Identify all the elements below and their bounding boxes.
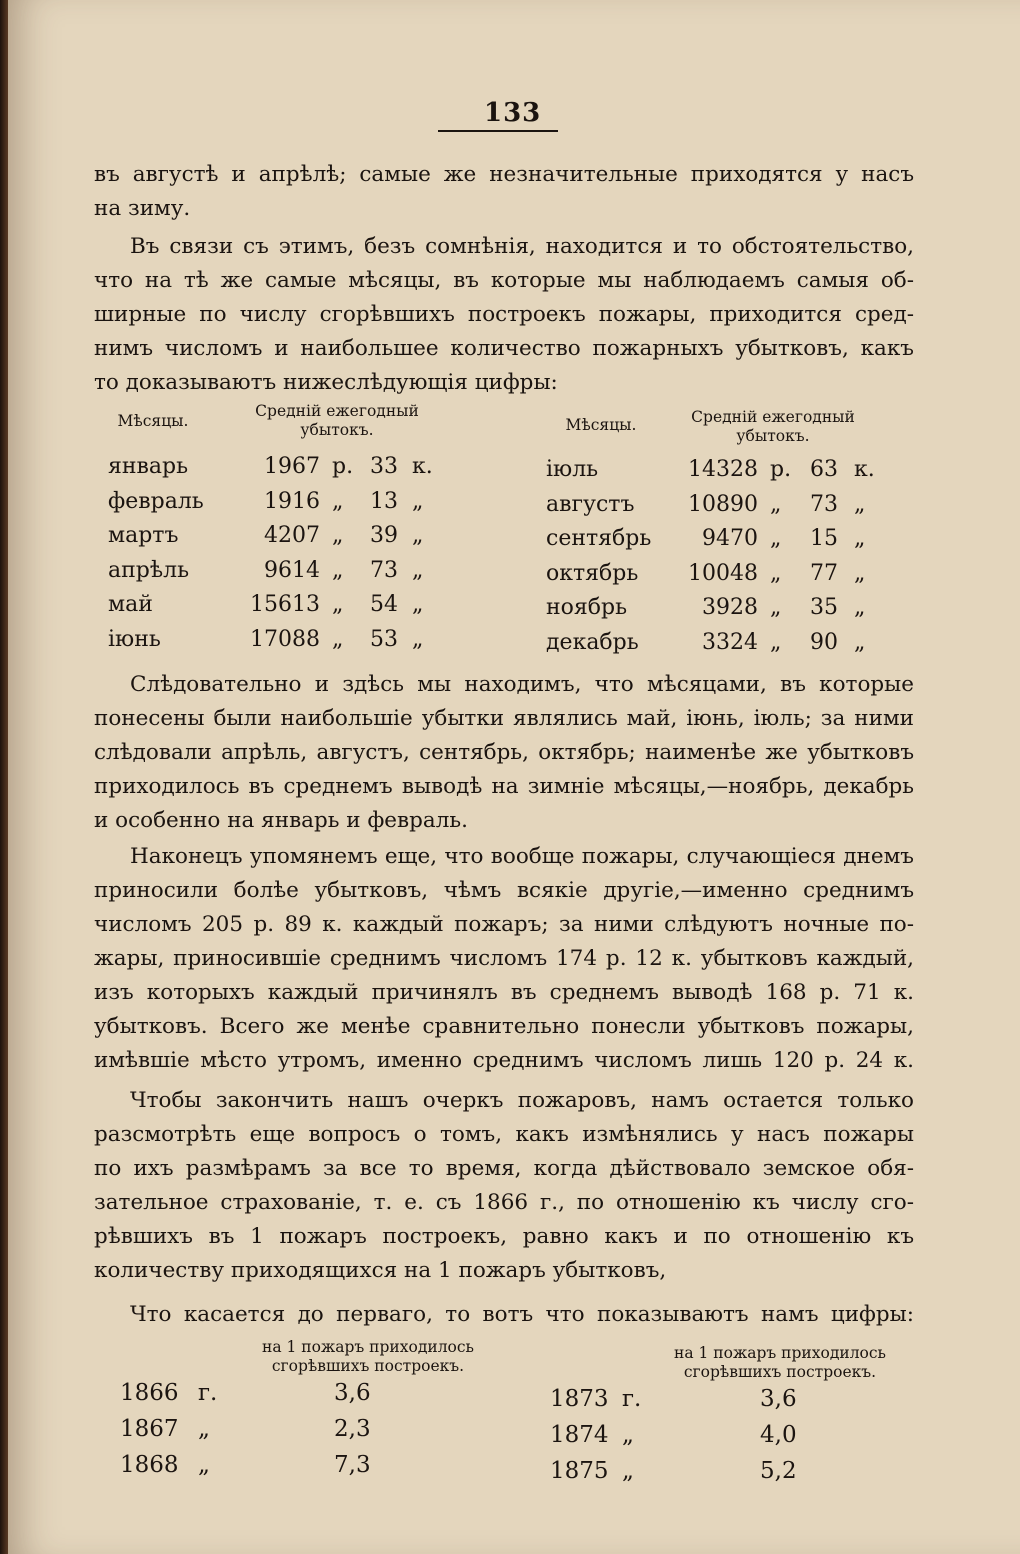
table-header-buildings: на 1 пожаръ приходилось сгорѣвшихъ построекъ. xyxy=(674,1344,886,1381)
year-cell: 1868 xyxy=(120,1452,179,1478)
rubles-cell: 10048 xyxy=(688,560,758,586)
text-line: слѣдовали апрѣль, августъ, сентябрь, октябрь; наименѣе же убытковъ xyxy=(94,740,914,765)
text-line: ширные по числу сгорѣвшихъ построекъ пожары, приходится сред- xyxy=(94,302,914,327)
month-cell: ноябрь xyxy=(546,595,628,620)
text-line: и особенно на январь и февраль. xyxy=(94,808,468,833)
rubles-cell: 1916 xyxy=(264,488,320,514)
rubles-unit-cell: р. xyxy=(332,454,354,479)
year-unit-cell: „ xyxy=(198,1452,210,1478)
text-line: что на тѣ же самые мѣсяцы, въ которые мы наблюдаемъ самыя об- xyxy=(94,268,914,293)
year-unit-cell: г. xyxy=(198,1380,218,1406)
text-line: понесены были наибольшіе убытки являлись май, іюнь, іюль; за ними xyxy=(94,706,914,731)
paragraph-5 xyxy=(94,1084,914,1288)
text-line: имѣвшіе мѣсто утромъ, именно среднимъ числомъ лишь 120 р. 24 к. xyxy=(94,1048,914,1073)
table-row xyxy=(8,488,1008,522)
year-cell: 1867 xyxy=(120,1416,179,1442)
month-cell: мартъ xyxy=(108,523,179,548)
month-cell: іюль xyxy=(546,457,599,482)
table-header-month: Мѣсяцы. xyxy=(565,416,637,434)
text-line: приходилось въ среднемъ выводѣ на зимніе мѣсяцы,—ноябрь, декабрь xyxy=(94,774,914,799)
paragraph-3 xyxy=(94,668,914,838)
kopecks-cell: 90 xyxy=(810,629,838,655)
value-cell: 4,0 xyxy=(760,1422,797,1448)
rubles-cell: 9470 xyxy=(702,526,758,551)
month-cell: августъ xyxy=(546,491,635,517)
kopecks-cell: 73 xyxy=(810,491,838,517)
text-line: зательное страхованіе, т. е. съ 1866 г., по отношенію къ числу сго- xyxy=(94,1190,914,1215)
table-row xyxy=(8,591,1008,625)
kopecks-unit-cell: „ xyxy=(854,595,866,620)
table-row xyxy=(8,522,1008,556)
table-row xyxy=(8,1382,1008,1416)
value-cell: 3,6 xyxy=(334,1380,371,1406)
year-unit-cell: „ xyxy=(198,1416,210,1442)
year-cell: 1866 xyxy=(120,1380,179,1406)
rubles-cell: 15613 xyxy=(250,592,320,617)
page-number-rule xyxy=(438,130,558,132)
kopecks-cell: 77 xyxy=(810,560,838,586)
rubles-cell: 14328 xyxy=(688,457,758,482)
rubles-unit-cell: „ xyxy=(332,626,344,652)
kopecks-unit-cell: „ xyxy=(412,488,424,514)
text-line: жары, приносившіе среднимъ числомъ 174 р. 12 к. убытковъ каждый, xyxy=(94,946,914,971)
text-line: Наконецъ упомянемъ еще, что вообще пожары, случающіеся днемъ xyxy=(130,844,914,869)
rubles-unit-cell: „ xyxy=(770,491,782,517)
book-spine xyxy=(0,0,8,1554)
rubles-cell: 10890 xyxy=(688,491,758,517)
table-header-month: Мѣсяцы. xyxy=(117,412,189,430)
table-row xyxy=(8,1454,1008,1488)
paragraph-1 xyxy=(94,158,914,226)
table-row xyxy=(8,626,1008,660)
text-line: рѣвшихъ въ 1 пожаръ построекъ, равно какъ и по отношенію къ xyxy=(94,1224,914,1249)
rubles-unit-cell: „ xyxy=(332,592,344,617)
table-header-loss: Средній ежегодный убытокъ. xyxy=(255,402,419,439)
year-unit-cell: „ xyxy=(622,1458,634,1484)
kopecks-unit-cell: „ xyxy=(412,626,424,652)
rubles-unit-cell: „ xyxy=(770,629,782,655)
month-cell: октябрь xyxy=(546,560,639,586)
kopecks-cell: 39 xyxy=(370,523,398,548)
rubles-unit-cell: „ xyxy=(332,557,344,583)
kopecks-unit-cell: „ xyxy=(412,592,424,617)
rubles-cell: 1967 xyxy=(264,454,320,479)
kopecks-unit-cell: „ xyxy=(412,523,424,548)
page-number: 133 xyxy=(484,98,542,128)
text-line: Слѣдовательно и здѣсь мы находимъ, что мѣсяцами, въ которые xyxy=(130,672,914,697)
month-cell: февраль xyxy=(108,488,204,514)
kopecks-unit-cell: „ xyxy=(412,557,424,583)
rubles-cell: 3324 xyxy=(702,629,758,655)
text-line: изъ которыхъ каждый причинялъ въ среднемъ выводѣ 168 р. 71 к. xyxy=(94,980,914,1005)
value-cell: 3,6 xyxy=(760,1386,797,1412)
table-header-buildings: на 1 пожаръ приходилось сгорѣвшихъ построекъ. xyxy=(262,1338,474,1375)
month-cell: январь xyxy=(108,454,189,479)
rubles-unit-cell: „ xyxy=(332,488,344,514)
text-line: по ихъ размѣрамъ за все то время, когда дѣйствовало земское обя- xyxy=(94,1156,914,1181)
kopecks-unit-cell: „ xyxy=(854,560,866,586)
month-cell: сентябрь xyxy=(546,526,652,551)
table-row xyxy=(8,1418,1008,1452)
rubles-cell: 3928 xyxy=(702,595,758,620)
month-cell: декабрь xyxy=(546,629,639,655)
text-line: на зиму. xyxy=(94,196,191,221)
kopecks-unit-cell: „ xyxy=(854,491,866,517)
text-line: убытковъ. Всего же менѣе сравнительно понесли убытковъ пожары, xyxy=(94,1014,914,1039)
kopecks-cell: 13 xyxy=(370,488,398,514)
text-line: разсмотрѣть еще вопросъ о томъ, какъ измѣнялись у насъ пожары xyxy=(94,1122,914,1147)
kopecks-cell: 53 xyxy=(370,626,398,652)
rubles-unit-cell: р. xyxy=(770,457,792,482)
year-unit-cell: г. xyxy=(622,1386,642,1412)
text-line: Что касается до перваго, то вотъ что показываютъ намъ цифры: xyxy=(130,1302,914,1327)
kopecks-cell: 35 xyxy=(810,595,838,620)
text-line: приносили болѣе убытковъ, чѣмъ всякіе другіе,—именно среднимъ xyxy=(94,878,914,903)
rubles-unit-cell: „ xyxy=(770,560,782,586)
text-line: Чтобы закончить нашъ очеркъ пожаровъ, намъ остается только xyxy=(130,1088,914,1113)
text-line: количеству приходящихся на 1 пожаръ убытковъ, xyxy=(94,1258,667,1283)
year-unit-cell: „ xyxy=(622,1422,634,1448)
kopecks-cell: 33 xyxy=(370,454,398,479)
year-cell: 1874 xyxy=(550,1422,609,1448)
table-header-loss: Средній ежегодный убытокъ. xyxy=(691,408,855,445)
kopecks-cell: 73 xyxy=(370,557,398,583)
month-cell: апрѣль xyxy=(108,557,190,583)
value-cell: 2,3 xyxy=(334,1416,371,1442)
kopecks-unit-cell: „ xyxy=(854,526,866,551)
book-page xyxy=(8,0,1020,1554)
paragraph-4 xyxy=(94,840,914,1078)
paragraph-2 xyxy=(94,230,914,400)
text-line: нимъ числомъ и наибольшее количество пожарныхъ убытковъ, какъ xyxy=(94,336,914,361)
paragraph-6 xyxy=(94,1298,914,1332)
kopecks-cell: 15 xyxy=(810,526,838,551)
kopecks-cell: 63 xyxy=(810,457,838,482)
kopecks-cell: 54 xyxy=(370,592,398,617)
kopecks-unit-cell: к. xyxy=(412,454,433,479)
table-row xyxy=(8,557,1008,591)
year-cell: 1873 xyxy=(550,1386,609,1412)
month-cell: іюнь xyxy=(108,626,161,652)
value-cell: 7,3 xyxy=(334,1452,371,1478)
kopecks-unit-cell: „ xyxy=(854,629,866,655)
rubles-cell: 17088 xyxy=(250,626,320,652)
rubles-unit-cell: „ xyxy=(770,595,782,620)
table-row xyxy=(8,453,1008,487)
kopecks-unit-cell: к. xyxy=(854,457,875,482)
text-line: въ августѣ и апрѣлѣ; самые же незначительные приходятся у насъ xyxy=(94,162,914,187)
rubles-unit-cell: „ xyxy=(332,523,344,548)
text-line: Въ связи съ этимъ, безъ сомнѣнія, находится и то обстоятельство, xyxy=(130,234,914,259)
month-cell: май xyxy=(108,592,153,617)
rubles-unit-cell: „ xyxy=(770,526,782,551)
value-cell: 5,2 xyxy=(760,1458,797,1484)
text-line: то доказываютъ нижеслѣдующія цифры: xyxy=(94,370,558,395)
text-line: числомъ 205 р. 89 к. каждый пожаръ; за ними слѣдуютъ ночные по- xyxy=(94,912,914,937)
rubles-cell: 4207 xyxy=(264,523,320,548)
rubles-cell: 9614 xyxy=(264,557,320,583)
year-cell: 1875 xyxy=(550,1458,609,1484)
